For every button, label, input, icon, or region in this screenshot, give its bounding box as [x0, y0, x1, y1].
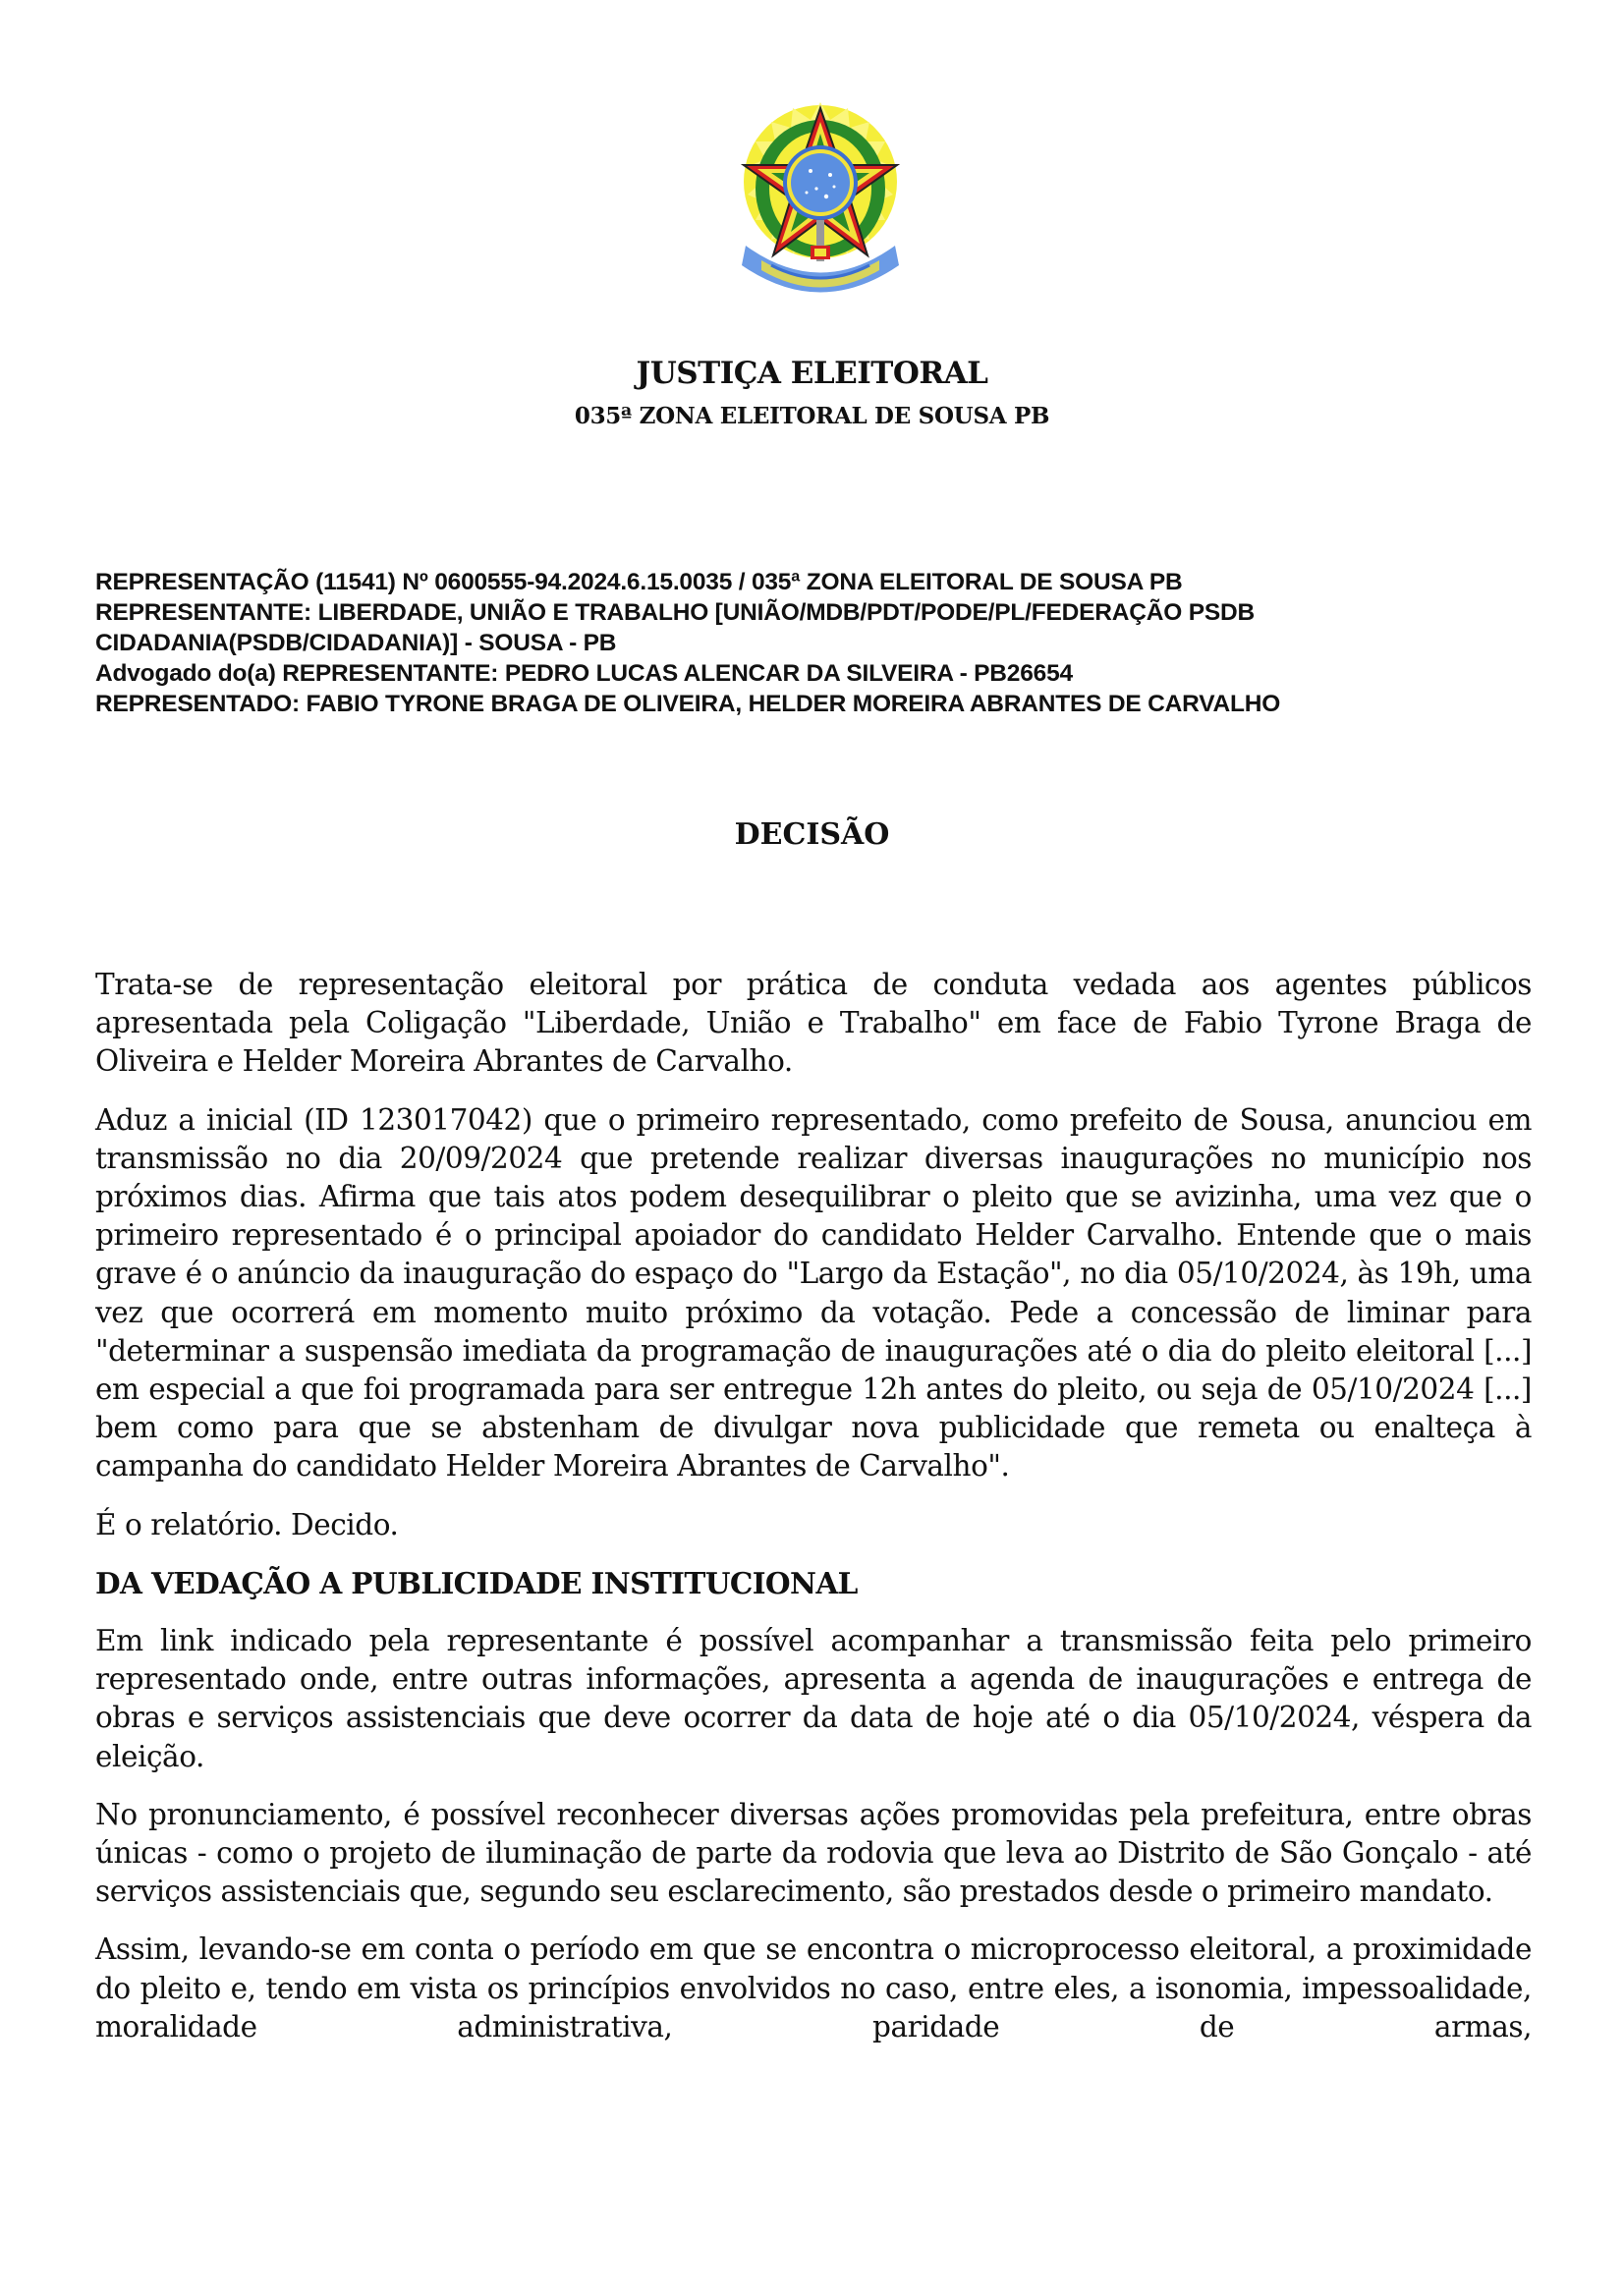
paragraph-initial-claims: Aduz a inicial (ID 123017042) que o primeiro representado, como prefeito de Sousa, anunciou em transmissão no dia 20/09/2024 que pretende realizar diversas inaugurações no município nos próximos dias. Afirma que tais atos podem desequilibrar o pleito que se avizinha, uma vez que o primeiro representado é o principal apoiador do candidato Helder Carvalho. Entende que o mais grave é o anúncio da inauguração do espaço do "Largo da Estação", no dia 05/10/2024, às 19h, uma vez que ocorrerá em momento muito próximo da votação. Pede a concessão de liminar para "determinar a suspensão imediata da programação de inaugurações até o dia do pleito eleitoral [...] em especial a que foi programada para ser entregue 12h antes do pleito, ou seja de 05/10/2024 [...] bem como para que se abstenham de divulgar nova publicidade que remeta ou enalteça à campanha do candidato Helder Moreira Abrantes de Carvalho".: [95, 1102, 1532, 1483]
decision-title: DECISÃO: [734, 817, 890, 852]
representative-line: REPRESENTANTE: LIBERDADE, UNIÃO E TRABALHO [UNIÃO/MDB/PDT/PODE/PL/FEDERAÇÃO PSDB: [95, 599, 1256, 626]
paragraph-conclusion-partial: Assim, levando-se em conta o período em que se encontra o microprocesso eleitoral, a proximidade do pleito e, tendo em vista os princípios envolvidos no caso, entre eles, a isonomia, impessoalidade, moralidade administrativa, paridade de armas,: [95, 1932, 1532, 2043]
decision-body: [95, 966, 1532, 2066]
lawyer-line: Advogado do(a) REPRESENTANTE: PEDRO LUCAS ALENCAR DA SILVEIRA - PB26654: [95, 660, 1073, 687]
paragraph-pronouncement: No pronunciamento, é possível reconhecer diversas ações promovidas pela prefeitura, entre obras únicas - como o projeto de iluminação de parte da rodovia que leva ao Distrito de São Gonçalo - até serviços assistenciais que, segundo seu esclarecimento, são prestados desde o primeiro mandato.: [95, 1797, 1532, 1909]
representative-line-continued: CIDADANIA(PSDB/CIDADANIA)] - SOUSA - PB: [95, 630, 617, 656]
case-information-block: [95, 567, 1530, 719]
paragraph-intro: Trata-se de representação eleitoral por prática de conduta vedada aos agentes públicos apresentada pela Coligação "Liberdade, União e Trabalho" em face de Fabio Tyrone Braga de Oliveira e Helder Moreira Abrantes de Carvalho.: [95, 968, 1532, 1079]
paragraph-report-closing: É o relatório. Decido.: [95, 1507, 399, 1541]
represented-parties-line: REPRESENTADO: FABIO TYRONE BRAGA DE OLIVEIRA, HELDER MOREIRA ABRANTES DE CARVALHO: [95, 691, 1281, 717]
paragraph-transmission-link: Em link indicado pela representante é possível acompanhar a transmissão feita pelo primeiro representado onde, entre outras informações, apresenta a agenda de inaugurações e entrega de obras e serviços assistenciais que deve ocorrer da data de hoje até o dia 05/10/2024, véspera da eleição.: [95, 1624, 1532, 1773]
case-number-line: REPRESENTAÇÃO (11541) Nº 0600555-94.2024.6.15.0035 / 035ª ZONA ELEITORAL DE SOUSA PB: [95, 569, 1183, 595]
section-heading: DA VEDAÇÃO A PUBLICIDADE INSTITUCIONAL: [95, 1565, 858, 1600]
court-name-title: JUSTIÇA ELEITORAL: [636, 356, 988, 391]
brazil-coat-of-arms-icon: [732, 98, 909, 300]
electoral-zone-subtitle: 035ª ZONA ELEITORAL DE SOUSA PB: [574, 403, 1050, 429]
